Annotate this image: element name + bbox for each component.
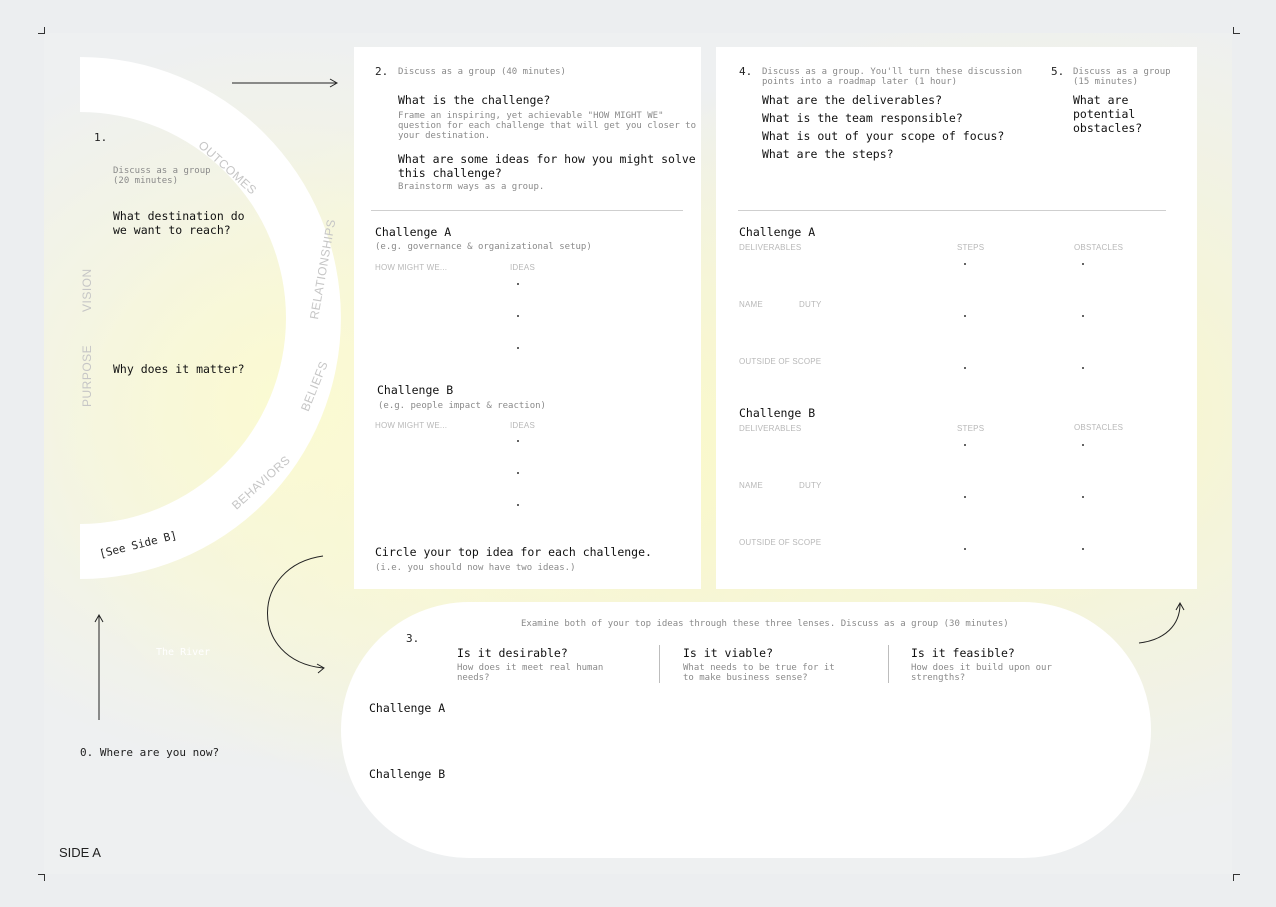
step4-b-col-name: NAME [739, 481, 763, 490]
step2-question-challenge-hint: Frame an inspiring, yet achievable "HOW MIGHT WE" question for each challenge that will get you closer to your destination. [398, 111, 697, 141]
step2-hint: Discuss as a group (40 minutes) [398, 67, 566, 77]
idea-bullet [517, 283, 519, 285]
ring-label-relationships: RELATIONSHIPS [307, 217, 339, 321]
lens-viable-hint: What needs to be true for it to make business sense? [683, 663, 835, 683]
step1-hint: Discuss as a group (20 minutes) [113, 166, 211, 186]
values-ring [80, 57, 341, 579]
step-bullet [964, 496, 966, 498]
lens-feasible-hint: How does it build upon our strengths? [911, 663, 1052, 683]
step1-question-destination: What destination do we want to reach? [113, 209, 245, 237]
step4-challenge-a-title: Challenge A [739, 225, 816, 239]
idea-bullet [517, 315, 519, 317]
step2-footer-hint: (i.e. you should now have two ideas.) [375, 563, 576, 573]
the-river-label: The River [156, 647, 211, 658]
step4-b-col-duty: DUTY [799, 481, 822, 490]
step5-hint: Discuss as a group (15 minutes) [1073, 67, 1171, 87]
step0-label: 0. Where are you now? [80, 746, 220, 759]
obstacle-bullet [1082, 263, 1084, 265]
step2-a-col-ideas: IDEAS [510, 263, 536, 272]
see-side-b: [See Side B] [98, 528, 179, 561]
step2-question-ideas-hint: Brainstorm ways as a group. [398, 182, 545, 192]
step2-question-challenge: What is the challenge? [398, 93, 551, 107]
step3-challenge-a: Challenge A [369, 701, 446, 715]
lens-divider [659, 645, 660, 683]
step2-a-col-hmw: HOW MIGHT WE... [375, 263, 448, 272]
obstacle-bullet [1082, 496, 1084, 498]
step5-question-obstacles: What are potential obstacles? [1073, 93, 1143, 135]
step1-number: 1. [94, 131, 108, 144]
step4-a-col-steps: STEPS [957, 243, 985, 252]
step4-divider [738, 210, 1166, 211]
obstacle-bullet [1082, 444, 1084, 446]
step4-number: 4. [739, 65, 753, 78]
step4-question-deliverables: What are the deliverables? [762, 93, 943, 107]
step-bullet [964, 444, 966, 446]
step4-a-col-deliverables: DELIVERABLES [739, 243, 802, 252]
obstacle-bullet [1082, 367, 1084, 369]
idea-bullet [517, 504, 519, 506]
obstacle-bullet [1082, 315, 1084, 317]
idea-bullet [517, 347, 519, 349]
step4-b-col-deliverables: DELIVERABLES [739, 424, 802, 433]
lens-desirable-hint: How does it meet real human needs? [457, 663, 604, 683]
ring-label-beliefs: BELIEFS [298, 358, 331, 414]
lens-divider [888, 645, 889, 683]
inner-label-vision: VISION [80, 268, 94, 312]
step4-a-col-name: NAME [739, 300, 763, 309]
step-bullet [964, 315, 966, 317]
step2-question-ideas: What are some ideas for how you might solve this challenge? [398, 152, 696, 180]
lens-feasible-title: Is it feasible? [911, 646, 1015, 660]
step4-hint: Discuss as a group. You'll turn these discussion points into a roadmap later (1 hour) [762, 67, 1023, 87]
step2-number: 2. [375, 65, 389, 78]
step1-question-why: Why does it matter? [113, 362, 245, 376]
obstacle-bullet [1082, 548, 1084, 550]
step2-challenge-a-title: Challenge A [375, 225, 452, 239]
step-bullet [964, 263, 966, 265]
step2-challenge-a-example: (e.g. governance & organizational setup) [375, 242, 592, 252]
step-bullet [964, 367, 966, 369]
step4-question-scope: What is out of your scope of focus? [762, 129, 1005, 143]
ring-label-behaviors: BEHAVIORS [229, 452, 294, 513]
step2-footer: Circle your top idea for each challenge. [375, 545, 652, 559]
step5-number: 5. [1051, 65, 1065, 78]
step4-b-col-outside-scope: OUTSIDE OF SCOPE [739, 538, 822, 547]
lens-desirable-title: Is it desirable? [457, 646, 568, 660]
step4-question-team: What is the team responsible? [762, 111, 963, 125]
step2-divider [371, 210, 683, 211]
step4-b-col-steps: STEPS [957, 424, 985, 433]
step4-question-steps: What are the steps? [762, 147, 894, 161]
step2-b-col-ideas: IDEAS [510, 421, 536, 430]
inner-label-purpose: PURPOSE [80, 344, 94, 407]
step3-panel [341, 602, 1151, 858]
side-label: SIDE A [59, 845, 101, 860]
step4-a-col-outside-scope: OUTSIDE OF SCOPE [739, 357, 822, 366]
step2-b-col-hmw: HOW MIGHT WE... [375, 421, 448, 430]
step3-challenge-b: Challenge B [369, 767, 446, 781]
idea-bullet [517, 440, 519, 442]
step3-intro: Examine both of your top ideas through these three lenses. Discuss as a group (30 minutes) [521, 619, 1009, 629]
step4-a-col-duty: DUTY [799, 300, 822, 309]
step2-challenge-b-example: (e.g. people impact & reaction) [378, 401, 546, 411]
step3-number: 3. [406, 632, 420, 645]
step-bullet [964, 548, 966, 550]
step4-a-col-obstacles: OBSTACLES [1074, 243, 1124, 252]
ring-label-outcomes: OUTCOMES [195, 138, 260, 198]
idea-bullet [517, 472, 519, 474]
step4-challenge-b-title: Challenge B [739, 406, 816, 420]
step4-b-col-obstacles: OBSTACLES [1074, 423, 1124, 432]
lens-viable-title: Is it viable? [683, 646, 774, 660]
step2-challenge-b-title: Challenge B [377, 383, 454, 397]
